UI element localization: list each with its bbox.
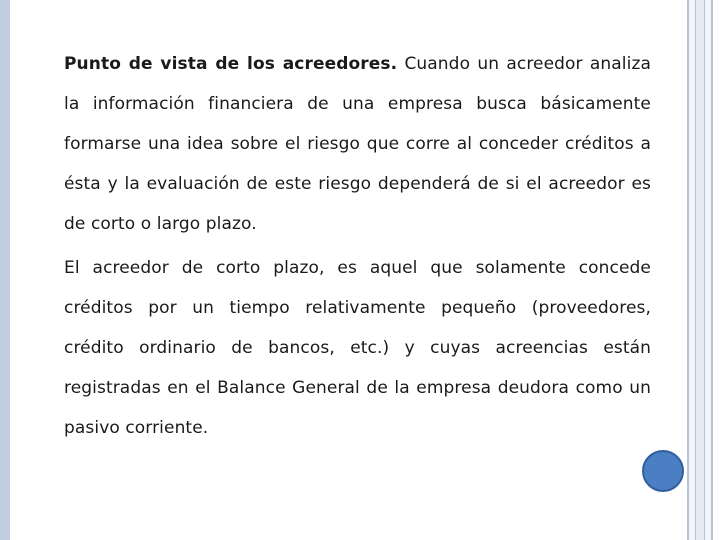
paragraph-short-term-creditor [64,248,651,448]
right-frame-bar-inner [695,0,705,540]
paragraph-text: Cuando un acreedor analiza la información financiera de una empresa busca básicamente formarse una idea sobre el riesgo que corre al conceder créditos a ésta y la evaluación de este riesgo dependerá de si el acreedor es de corto o largo plazo. [64,54,651,234]
decorative-circle-icon [642,450,684,492]
slide-body [64,44,651,448]
paragraph-creditors-viewpoint [64,44,651,244]
paragraph-text: El acreedor de corto plazo, es aquel que solamente concede créditos por un tiempo relativamente pequeño (proveedores, crédito ordinario de bancos, etc.) y cuyas acreencias están registradas en el Balance General de la empresa deudora como un pasivo corriente. [64,258,651,438]
paragraph-lead: Punto de vista de los acreedores. [64,54,398,74]
left-frame-bar [0,0,10,540]
